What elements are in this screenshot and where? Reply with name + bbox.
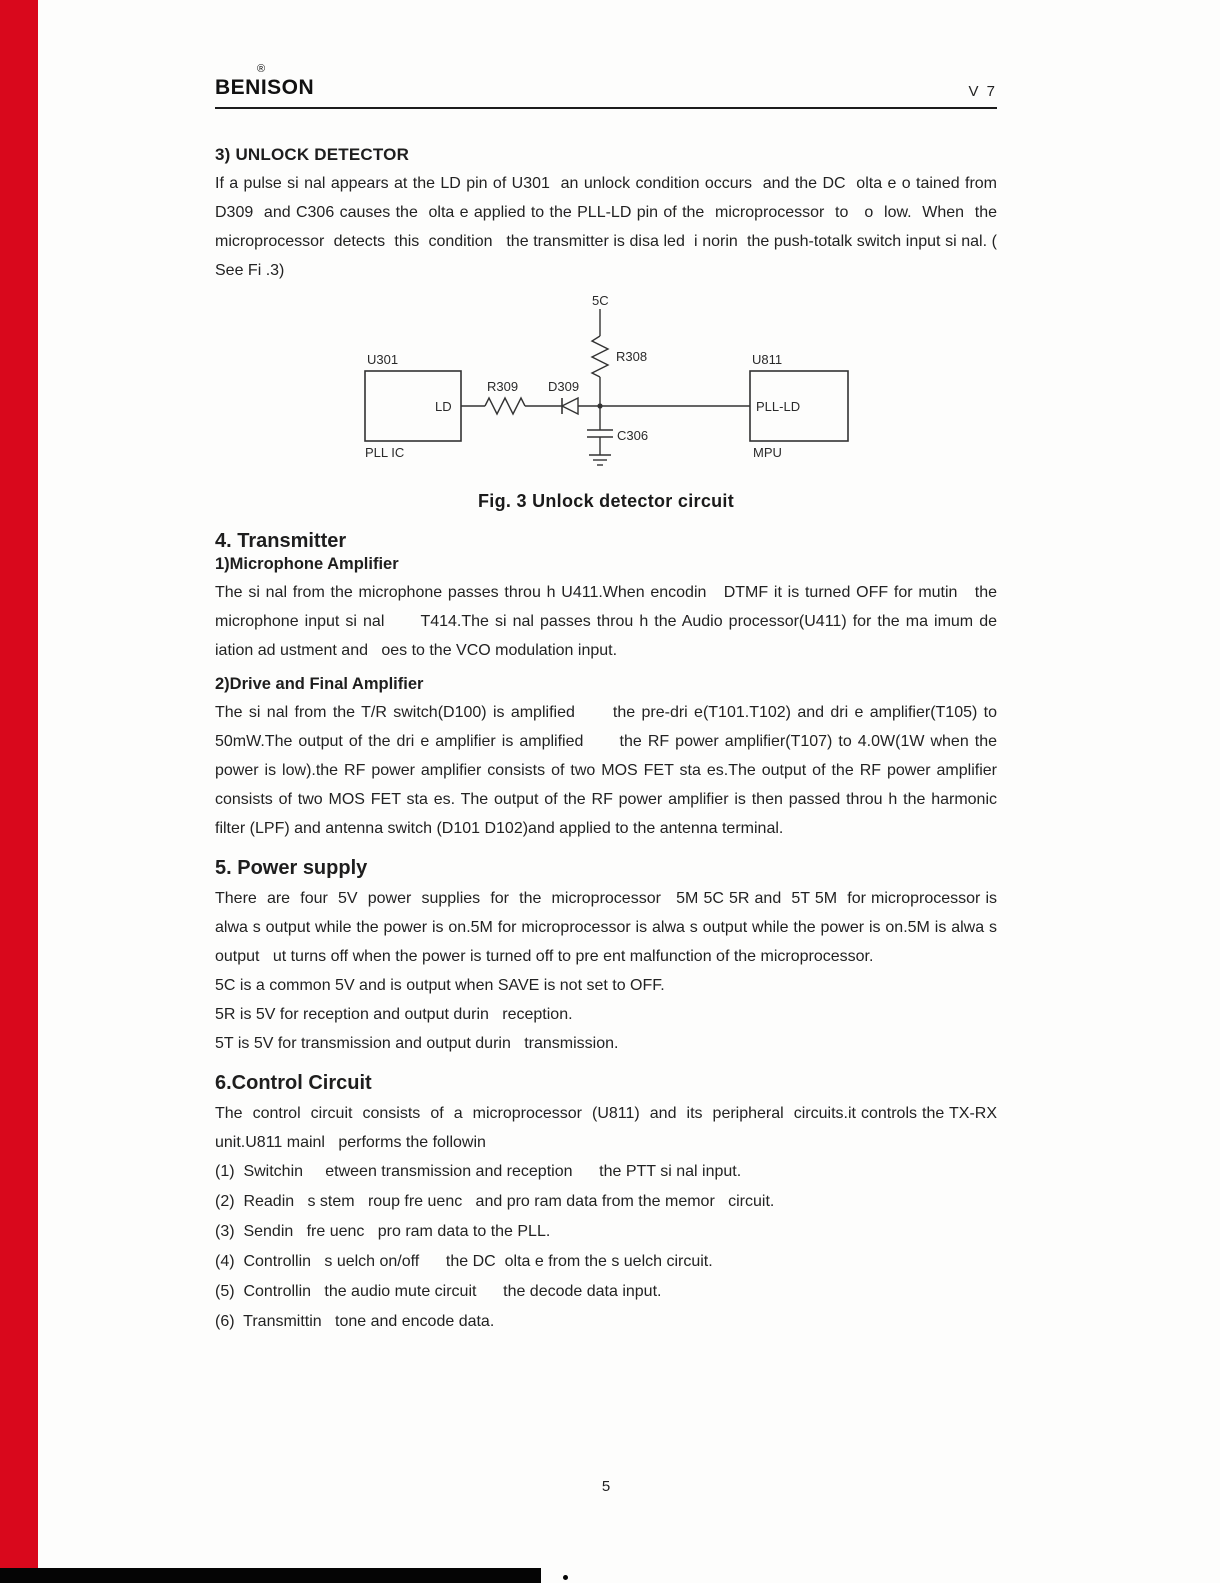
control-list-item-6: (6) Transmittin tone and encode data. — [215, 1313, 495, 1330]
section5-heading: 5. Power supply — [215, 857, 368, 879]
figure-unlock-detector — [215, 291, 997, 512]
section6-heading: 6.Control Circuit — [215, 1072, 372, 1094]
resistor-r309 — [485, 398, 525, 414]
section4-sub1-heading: 1)Microphone Amplifier — [215, 555, 399, 573]
left-margin-red-stripe — [0, 0, 38, 1583]
section5-line-5c: 5C is a common 5V and is output when SAVE is not set to OFF. — [215, 977, 665, 994]
doc-version: V 7 — [968, 83, 997, 100]
page-content — [215, 58, 1006, 1337]
section4-heading: 4. Transmitter — [215, 530, 347, 552]
brand-name: BENISON — [215, 76, 315, 99]
registered-trademark-mark: ® — [257, 63, 266, 75]
brand-logo — [215, 63, 315, 100]
label-5c: 5C — [592, 293, 609, 308]
label-mpu: MPU — [753, 445, 782, 460]
page-number: 5 — [601, 1478, 611, 1495]
label-pll-ic: PLL IC — [365, 445, 405, 460]
control-list-item-1: (1) Switchin etween transmission and reception the PTT si nal input. — [215, 1163, 742, 1180]
diode-d309 — [562, 398, 578, 414]
section4-sub2-heading: 2)Drive and Final Amplifier — [215, 675, 424, 693]
control-list-item-5: (5) Controllin the audio mute circuit the decode data input. — [215, 1283, 662, 1300]
control-list-item-2: (2) Readin s stem roup fre uenc and pro ram data from the memor circuit. — [215, 1193, 775, 1210]
page-header — [215, 58, 997, 109]
label-u301: U301 — [367, 352, 399, 367]
figure-caption: Fig. 3 Unlock detector circuit — [477, 491, 735, 511]
label-r309: R309 — [487, 379, 519, 394]
unlock-detector-circuit-diagram — [215, 291, 997, 483]
section6-paragraph: The control circuit consists of a microprocessor (U811) and its peripheral circuits.it controls the TX-RX unit.U811 mainl performs the followin — [215, 1105, 1002, 1151]
section4-sub1-paragraph: The si nal from the microphone passes throu h U411.When encodin DTMF it is turned OFF for mutin the microphone input si nal T414.The si nal passes throu h the Audio processor(U411) for the ma imum de iation ad ustment and oes to the VCO modulation input. — [215, 584, 1002, 659]
section4-sub2-paragraph: The si nal from the T/R switch(D100) is amplified the pre-dri e(T101.T102) and dri e amplifier(T105) to 50mW.The output of the dri e amplifier is amplified the RF power amplifier(T107) to 4.0W(1W when the power is low).the RF power amplifier consists of two MOS FET sta es.The output of the RF power amplifier consists of two MOS FET sta es. The output of the RF power amplifier is then passed throu h the harmonic filter (LPF) and antenna switch (D101 D102)and applied to the antenna terminal. — [215, 704, 1002, 837]
bottom-scan-bar — [0, 1568, 541, 1583]
resistor-r308 — [592, 336, 608, 377]
label-d309: D309 — [548, 379, 580, 394]
section5-line-5t: 5T is 5V for transmission and output durin transmission. — [215, 1035, 619, 1052]
section3-heading: 3) UNLOCK DETECTOR — [215, 145, 410, 164]
section3-paragraph: If a pulse si nal appears at the LD pin of U301 an unlock condition occurs and the DC olta e o tained from D309 and C306 causes the olta e applied to the PLL-LD pin of the microprocessor to o low. When the microprocessor detects this condition the transmitter is disa led i norin the push-totalk switch input si nal. ( See Fi .3) — [215, 175, 1006, 279]
control-list-item-3: (3) Sendin fre uenc pro ram data to the PLL. — [215, 1223, 551, 1240]
label-ld-pin: LD — [435, 399, 452, 414]
label-r308: R308 — [616, 349, 648, 364]
label-u811: U811 — [752, 352, 783, 367]
section5-paragraph: There are four 5V power supplies for the microprocessor 5M 5C 5R and 5T 5M for microprocessor is alwa s output while the power is on.5M for microprocessor is alwa s output while the power is on.5M is alwa s output ut turns off when the power is turned off to pre ent malfunction of the microprocessor. — [215, 890, 1002, 965]
label-c306: C306 — [617, 428, 649, 443]
control-list-item-4: (4) Controllin s uelch on/off the DC olta e from the s uelch circuit. — [215, 1253, 713, 1270]
scan-artifact-dot — [563, 1575, 568, 1580]
label-pll-ld-pin: PLL-LD — [756, 399, 801, 414]
section5-line-5r: 5R is 5V for reception and output durin reception. — [215, 1006, 573, 1023]
